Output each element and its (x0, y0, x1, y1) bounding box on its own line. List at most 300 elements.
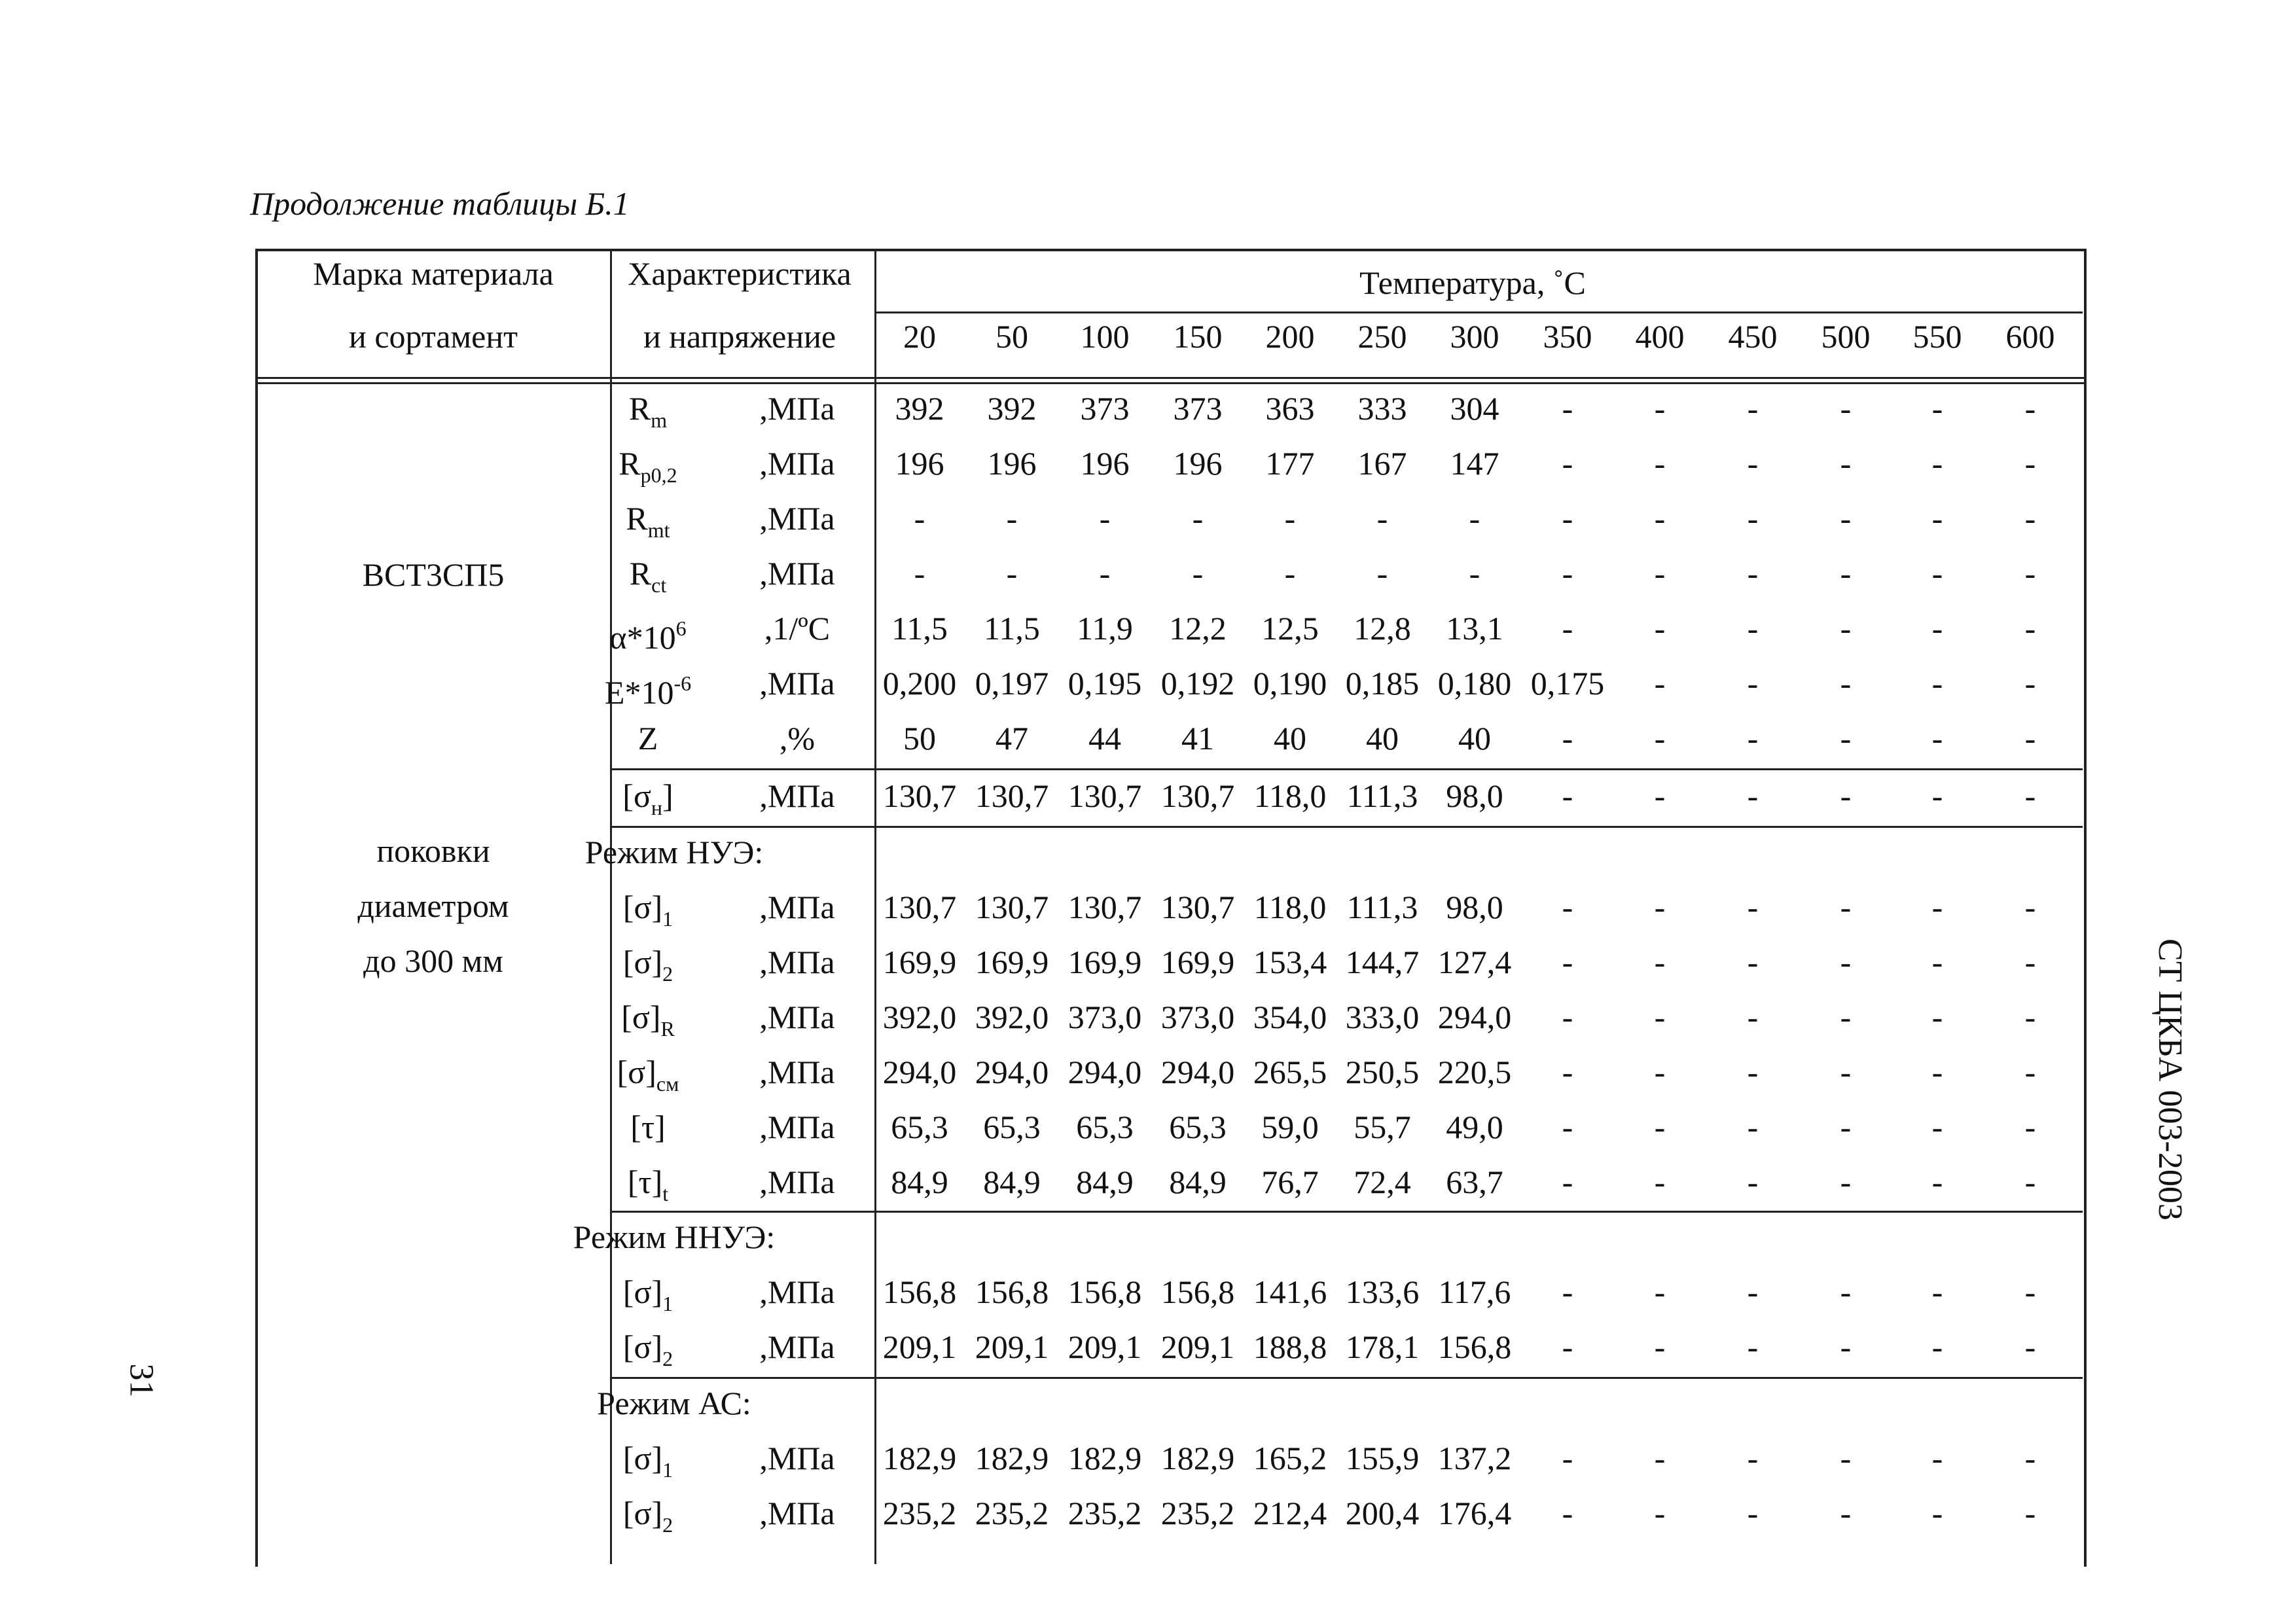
property-row-value: - (1654, 390, 1666, 427)
mode-as-row-value: 235,2 (1067, 1495, 1142, 1531)
mode-nue-row-value: - (2024, 1109, 2036, 1145)
sigma-n-row-value: 130,7 (882, 777, 957, 814)
material-form-line3: до 300 мм (363, 942, 503, 979)
property-row-value: - (2024, 720, 2036, 757)
property-row-value: 196 (987, 445, 1037, 482)
property-row-value: - (1562, 720, 1573, 757)
mode-nue-row-value: 392,0 (882, 999, 957, 1035)
mode-nnue-row-value: - (1562, 1274, 1573, 1310)
temperature-header: 450 (1728, 318, 1778, 355)
property-row-unit: ,МПа (759, 555, 835, 592)
property-row-value: 47 (996, 720, 1028, 757)
mode-nnue-row-value: - (2024, 1329, 2036, 1365)
property-row-value: - (1747, 610, 1759, 647)
mode-as-title: Режим АС: (597, 1385, 751, 1421)
property-row-value: - (1931, 555, 1943, 592)
sigma-n-row-value: 111,3 (1346, 777, 1418, 814)
header-col2-line1: Характеристика (628, 255, 852, 292)
property-row-value: - (1840, 720, 1852, 757)
property-row-value: - (1376, 555, 1388, 592)
mode-as-row-value: 235,2 (882, 1495, 957, 1531)
property-row-value: - (1654, 500, 1666, 537)
mode-nue-row-value: 169,9 (975, 944, 1049, 980)
mode-nue-row-value: 294,0 (1067, 1054, 1142, 1090)
mode-as-row-symbol: $[\sigma]_1$ (622, 1440, 673, 1482)
property-row-value: 0,197 (975, 665, 1049, 702)
mode-nue-row-symbol: $[\sigma]_2$ (622, 944, 673, 986)
property-row-value: 167 (1357, 445, 1407, 482)
col-divider-1 (610, 249, 612, 1564)
property-row-value: 196 (1173, 445, 1223, 482)
mode-nue-row-value: - (1654, 1164, 1666, 1200)
material-grade: ВСТ3СП5 (362, 556, 505, 593)
property-row-value: - (1469, 555, 1480, 592)
mode-as-row-value: - (1840, 1495, 1852, 1531)
mode-nue-row-value: 144,7 (1345, 944, 1420, 980)
mode-nue-row-value: - (2024, 1054, 2036, 1090)
mode-as-row-value: 155,9 (1345, 1440, 1420, 1476)
property-row-symbol: $R_m$ (628, 390, 668, 432)
mode-as-row-value: - (1931, 1440, 1943, 1476)
section-divider (610, 768, 2083, 770)
mode-as-row-value: 182,9 (1160, 1440, 1235, 1476)
mode-nnue-row-value: 141,6 (1253, 1274, 1327, 1310)
mode-nue-row-value: 250,5 (1345, 1054, 1420, 1090)
mode-nue-row-value: - (1931, 944, 1943, 980)
mode-as-row-value: - (2024, 1495, 2036, 1531)
mode-nue-row-value: - (1840, 999, 1852, 1035)
property-row-value: - (1006, 500, 1018, 537)
property-row-value: 0,175 (1530, 665, 1605, 702)
page-number: 31 (122, 1363, 160, 1398)
mode-nue-row-value: 65,3 (1169, 1109, 1227, 1145)
property-row-value: 40 (1366, 720, 1399, 757)
mode-nnue-row-value: - (1562, 1329, 1573, 1365)
mode-nue-row-value: - (1654, 999, 1666, 1035)
mode-nue-row-value: 169,9 (1067, 944, 1142, 980)
temperature-header: 550 (1912, 318, 1962, 355)
property-row-value: - (1006, 555, 1018, 592)
mode-nue-row-value: 63,7 (1446, 1164, 1503, 1200)
property-row-value: 333 (1357, 390, 1407, 427)
property-row-value: - (2024, 445, 2036, 482)
temperature-header: 300 (1450, 318, 1499, 355)
property-row-value: - (1562, 500, 1573, 537)
property-row-value: 11,5 (984, 610, 1040, 647)
section-divider (610, 1211, 2083, 1213)
mode-nue-row-value: 59,0 (1261, 1109, 1319, 1145)
property-row-symbol: $R_{p0,2}$ (619, 445, 677, 487)
mode-nue-row-value: - (1562, 889, 1573, 925)
mode-nue-row-value: - (1747, 999, 1759, 1035)
mode-as-row-unit: ,МПа (759, 1440, 835, 1476)
property-row-value: - (1931, 720, 1943, 757)
mode-as-row-symbol: $[\sigma]_2$ (622, 1495, 673, 1537)
property-row-symbol: $R_{mt}$ (626, 500, 670, 542)
mode-nnue-row-value: - (1654, 1329, 1666, 1365)
property-row-unit: ,МПа (759, 390, 835, 427)
property-row-value: - (1376, 500, 1388, 537)
mode-nue-row-value: 65,3 (1076, 1109, 1134, 1145)
property-row-value: 196 (895, 445, 944, 482)
mode-nue-row-symbol: [τ] (630, 1109, 666, 1145)
mode-nue-row-value: 392,0 (975, 999, 1049, 1035)
property-row-value: - (1747, 445, 1759, 482)
mode-nue-row-value: 127,4 (1437, 944, 1512, 980)
property-row-value: 0,180 (1437, 665, 1512, 702)
mode-nnue-row-value: - (1747, 1274, 1759, 1310)
mode-nnue-row-value: 156,8 (1067, 1274, 1142, 1310)
mode-nue-row-value: 333,0 (1345, 999, 1420, 1035)
mode-nue-row-value: - (2024, 999, 2036, 1035)
mode-nnue-row-value: - (1747, 1329, 1759, 1365)
property-row-value: - (2024, 555, 2036, 592)
property-row-value: 0,185 (1345, 665, 1420, 702)
property-row-value: - (1931, 445, 1943, 482)
mode-nue-row-symbol: $[\sigma]_{см}$ (617, 1054, 679, 1096)
property-row-value: - (2024, 500, 2036, 537)
sigma-n-row-symbol: $[\sigma_н]$ (622, 777, 673, 819)
mode-nnue-row-value: 133,6 (1345, 1274, 1420, 1310)
mode-nue-row-value: - (1562, 999, 1573, 1035)
property-row-value: - (914, 500, 925, 537)
property-row-value: - (1931, 665, 1943, 702)
mode-nue-row-value: 84,9 (1169, 1164, 1227, 1200)
property-row-value: 40 (1274, 720, 1306, 757)
mode-nue-row-value: - (1931, 889, 1943, 925)
mode-nue-row-value: 130,7 (882, 889, 957, 925)
header-col1-line2: и сортамент (349, 318, 518, 355)
mode-nue-row-value: 55,7 (1354, 1109, 1411, 1145)
property-row-symbol: $R_{ct}$ (629, 555, 667, 597)
mode-nue-row-unit: ,МПа (759, 944, 835, 980)
section-divider (610, 1377, 2083, 1379)
mode-nue-row-value: - (1654, 1054, 1666, 1090)
mode-nue-row-value: 49,0 (1446, 1109, 1503, 1145)
property-row-value: - (1840, 610, 1852, 647)
mode-nnue-row-value: 156,8 (975, 1274, 1049, 1310)
property-row-value: - (1840, 555, 1852, 592)
header-bottom-line-2 (255, 382, 2084, 384)
mode-nue-row-value: - (1562, 1164, 1573, 1200)
mode-as-row-value: - (1840, 1440, 1852, 1476)
property-row-value: 147 (1450, 445, 1499, 482)
property-row-value: 11,5 (891, 610, 948, 647)
mode-nue-row-value: - (1747, 1109, 1759, 1145)
property-row-value: 363 (1265, 390, 1315, 427)
mode-nnue-row-symbol: $[\sigma]_2$ (622, 1329, 673, 1370)
mode-nnue-row-value: 156,8 (1437, 1329, 1512, 1365)
property-row-symbol: $E*10^{-6}$ (604, 671, 692, 711)
mode-nue-row-value: - (1840, 1164, 1852, 1200)
property-row-unit: ,МПа (759, 445, 835, 482)
property-row-value: - (1654, 720, 1666, 757)
sigma-n-row-value: - (1562, 777, 1573, 814)
property-row-value: - (1840, 665, 1852, 702)
mode-nue-row-value: - (1562, 944, 1573, 980)
property-row-value: 0,190 (1253, 665, 1327, 702)
sigma-n-row-value: 130,7 (975, 777, 1049, 814)
mode-nue-row-value: - (1654, 1109, 1666, 1145)
temperature-header: 250 (1357, 318, 1407, 355)
mode-nue-row-value: - (1747, 1054, 1759, 1090)
mode-nue-row-value: - (1562, 1054, 1573, 1090)
header-bottom-line-1 (255, 377, 2084, 379)
property-row-value: - (2024, 390, 2036, 427)
mode-nnue-row-value: - (2024, 1274, 2036, 1310)
sigma-n-row-unit: ,МПа (759, 777, 835, 814)
mode-nnue-row-value: - (1931, 1329, 1943, 1365)
material-form-line1: поковки (376, 832, 490, 869)
sigma-n-row-value: - (1654, 777, 1666, 814)
mode-nue-row-value: 153,4 (1253, 944, 1327, 980)
property-row-unit: ,1/ºС (764, 610, 831, 647)
mode-as-row-value: - (1654, 1495, 1666, 1531)
property-row-value: - (1099, 555, 1111, 592)
mode-nue-row-value: 84,9 (983, 1164, 1041, 1200)
property-row-value: - (1562, 555, 1573, 592)
mode-as-row-value: 235,2 (1160, 1495, 1235, 1531)
mode-nnue-row-value: - (1840, 1329, 1852, 1365)
sigma-n-row-value: 118,0 (1253, 777, 1327, 814)
property-row-value: 0,200 (882, 665, 957, 702)
mode-as-row-value: 182,9 (882, 1440, 957, 1476)
property-row-value: - (2024, 610, 2036, 647)
mode-nue-row-value: - (1654, 944, 1666, 980)
mode-as-row-value: - (2024, 1440, 2036, 1476)
property-row-value: 40 (1458, 720, 1491, 757)
property-row-value: 392 (895, 390, 944, 427)
mode-nue-row-value: 130,7 (1067, 889, 1142, 925)
temperature-header: 20 (903, 318, 936, 355)
sigma-n-row-value: - (1840, 777, 1852, 814)
property-row-unit: ,МПа (759, 665, 835, 702)
property-row-value: - (1747, 555, 1759, 592)
property-row-value: - (1099, 500, 1111, 537)
property-row-unit: ,% (779, 720, 816, 757)
property-row-value: - (1654, 445, 1666, 482)
mode-nue-row-value: 72,4 (1354, 1164, 1411, 1200)
sigma-n-row-value: - (2024, 777, 2036, 814)
header-sub-divider (874, 312, 2083, 313)
mode-nue-row-value: 130,7 (975, 889, 1049, 925)
mode-nnue-row-value: 156,8 (882, 1274, 957, 1310)
mode-nue-row-value: - (1654, 889, 1666, 925)
mode-nnue-row-value: - (1931, 1274, 1943, 1310)
property-row-value: 196 (1080, 445, 1130, 482)
mode-nue-row-unit: ,МПа (759, 1164, 835, 1200)
property-row-value: - (1840, 500, 1852, 537)
property-row-value: 41 (1181, 720, 1214, 757)
mode-nue-row-value: 265,5 (1253, 1054, 1327, 1090)
property-row-value: - (1654, 665, 1666, 702)
material-form-line2: диаметром (357, 887, 509, 924)
property-row-value: - (2024, 665, 2036, 702)
sigma-n-row-value: - (1747, 777, 1759, 814)
header-col2-line2: и напряжение (643, 318, 836, 355)
mode-as-row-value: 212,4 (1253, 1495, 1327, 1531)
mode-nue-row-symbol: $[\sigma]_R$ (621, 999, 675, 1041)
property-row-value: 12,5 (1261, 610, 1319, 647)
property-row-value: - (1562, 445, 1573, 482)
mode-as-row-value: 165,2 (1253, 1440, 1327, 1476)
mode-nnue-row-value: 188,8 (1253, 1329, 1327, 1365)
mode-nue-row-value: 373,0 (1160, 999, 1235, 1035)
mode-nue-row-value: - (1840, 1054, 1852, 1090)
mode-nue-row-value: - (1747, 944, 1759, 980)
temperature-header: 350 (1543, 318, 1592, 355)
mode-nue-row-value: - (1931, 1109, 1943, 1145)
property-row-value: - (1747, 665, 1759, 702)
property-row-value: - (1562, 390, 1573, 427)
property-row-value: - (1747, 720, 1759, 757)
mode-nue-row-value: - (2024, 889, 2036, 925)
mode-nue-row-value: 98,0 (1446, 889, 1503, 925)
section-divider (610, 826, 2083, 828)
temperature-header: 200 (1265, 318, 1315, 355)
mode-nnue-row-value: 209,1 (882, 1329, 957, 1365)
col-divider-2 (874, 249, 876, 1564)
property-row-value: 50 (903, 720, 936, 757)
mode-nue-row-value: 84,9 (1076, 1164, 1134, 1200)
mode-as-row-value: 137,2 (1437, 1440, 1512, 1476)
property-row-value: - (1747, 500, 1759, 537)
mode-nue-row-value: 354,0 (1253, 999, 1327, 1035)
mode-nue-row-value: 76,7 (1261, 1164, 1319, 1200)
mode-nnue-row-value: - (1840, 1274, 1852, 1310)
mode-nue-row-value: - (1931, 1054, 1943, 1090)
mode-nue-row-unit: ,МПа (759, 1109, 835, 1145)
property-row-symbol: $\alpha*10^6$ (609, 616, 687, 656)
mode-as-row-value: - (1747, 1495, 1759, 1531)
property-row-symbol: Z (637, 720, 658, 757)
temperature-header: 400 (1635, 318, 1685, 355)
mode-as-row-value: 182,9 (975, 1440, 1049, 1476)
property-row-value: - (1931, 390, 1943, 427)
mode-nue-row-value: 130,7 (1160, 889, 1235, 925)
mode-nue-row-value: 169,9 (1160, 944, 1235, 980)
temperature-header: 100 (1080, 318, 1130, 355)
temperature-header: 500 (1821, 318, 1871, 355)
table-caption: Продолжение таблицы Б.1 (250, 185, 630, 222)
temperature-header: 50 (996, 318, 1028, 355)
temperature-header: 600 (2005, 318, 2055, 355)
property-row-value: 12,2 (1169, 610, 1227, 647)
property-row-value: 44 (1088, 720, 1121, 757)
sigma-n-row-value: 130,7 (1160, 777, 1235, 814)
mode-as-row-unit: ,МПа (759, 1495, 835, 1531)
mode-nue-row-value: 294,0 (882, 1054, 957, 1090)
property-row-unit: ,МПа (759, 500, 835, 537)
mode-nue-row-value: - (1840, 944, 1852, 980)
property-row-value: 177 (1265, 445, 1315, 482)
mode-nnue-row-unit: ,МПа (759, 1274, 835, 1310)
mode-nue-row-value: 65,3 (983, 1109, 1041, 1145)
mode-as-row-value: - (1747, 1440, 1759, 1476)
temperature-header: 150 (1173, 318, 1223, 355)
mode-nue-row-value: - (2024, 1164, 2036, 1200)
mode-nue-row-value: 169,9 (882, 944, 957, 980)
mode-nnue-row-value: - (1654, 1274, 1666, 1310)
mode-as-row-value: - (1562, 1495, 1573, 1531)
property-row-value: 392 (987, 390, 1037, 427)
mode-as-row-value: 200,4 (1345, 1495, 1420, 1531)
mode-nue-row-value: 220,5 (1437, 1054, 1512, 1090)
mode-nue-row-value: - (1747, 889, 1759, 925)
mode-nue-row-value: 111,3 (1346, 889, 1418, 925)
property-row-value: - (1931, 610, 1943, 647)
property-row-value: - (1192, 500, 1204, 537)
mode-nue-row-value: 118,0 (1253, 889, 1327, 925)
mode-nnue-row-value: 209,1 (975, 1329, 1049, 1365)
property-row-value: - (1654, 555, 1666, 592)
mode-nue-row-value: - (1840, 1109, 1852, 1145)
mode-nue-row-value: - (1562, 1109, 1573, 1145)
mode-nue-row-value: - (1931, 999, 1943, 1035)
mode-nue-row-value: - (2024, 944, 2036, 980)
property-row-value: - (1840, 390, 1852, 427)
mode-nue-row-value: 373,0 (1067, 999, 1142, 1035)
mode-nnue-row-value: 117,6 (1438, 1274, 1511, 1310)
property-row-value: 12,8 (1354, 610, 1411, 647)
mode-nue-row-unit: ,МПа (759, 889, 835, 925)
property-row-value: 0,195 (1067, 665, 1142, 702)
property-row-value: - (914, 555, 925, 592)
mode-nnue-row-value: 178,1 (1345, 1329, 1420, 1365)
mode-nue-row-symbol: $[\sigma]_1$ (622, 889, 673, 931)
property-row-value: - (1931, 500, 1943, 537)
mode-nue-row-value: 84,9 (891, 1164, 948, 1200)
property-row-value: - (1562, 610, 1573, 647)
mode-as-row-value: - (1654, 1440, 1666, 1476)
mode-as-row-value: 235,2 (975, 1495, 1049, 1531)
sigma-n-row-value: 98,0 (1446, 777, 1503, 814)
property-row-value: 304 (1450, 390, 1499, 427)
property-row-value: - (1654, 610, 1666, 647)
property-row-value: 373 (1173, 390, 1223, 427)
sigma-n-row-value: - (1931, 777, 1943, 814)
property-row-value: - (1747, 390, 1759, 427)
mode-nnue-row-unit: ,МПа (759, 1329, 835, 1365)
mode-nue-row-unit: ,МПа (759, 1054, 835, 1090)
mode-as-row-value: - (1931, 1495, 1943, 1531)
property-row-value: 373 (1080, 390, 1130, 427)
mode-nue-row-value: 294,0 (1160, 1054, 1235, 1090)
mode-nue-title: Режим НУЭ: (584, 834, 764, 870)
mode-nnue-row-value: 209,1 (1067, 1329, 1142, 1365)
mode-nue-row-symbol: $[\tau]_t$ (627, 1164, 669, 1205)
mode-as-row-value: 176,4 (1437, 1495, 1512, 1531)
header-temperature-title: Температура, ˚С (1359, 264, 1586, 301)
mode-nue-row-value: 294,0 (1437, 999, 1512, 1035)
property-row-value: - (1284, 555, 1296, 592)
property-row-value: - (1284, 500, 1296, 537)
mode-nnue-row-value: 156,8 (1160, 1274, 1235, 1310)
mode-as-row-value: 182,9 (1067, 1440, 1142, 1476)
document-code: СТ ЦКБА 003-2003 (2151, 938, 2189, 1221)
mode-nue-row-unit: ,МПа (759, 999, 835, 1035)
header-col1-line1: Марка материала (313, 255, 554, 292)
mode-nue-row-value: 294,0 (975, 1054, 1049, 1090)
property-row-value: - (1469, 500, 1480, 537)
mode-nue-row-value: - (1747, 1164, 1759, 1200)
property-row-value: 11,9 (1077, 610, 1133, 647)
mode-nnue-row-symbol: $[\sigma]_1$ (622, 1274, 673, 1315)
property-row-value: 0,192 (1160, 665, 1235, 702)
mode-nue-row-value: - (1840, 889, 1852, 925)
mode-nnue-row-value: 209,1 (1160, 1329, 1235, 1365)
property-row-value: - (1840, 445, 1852, 482)
